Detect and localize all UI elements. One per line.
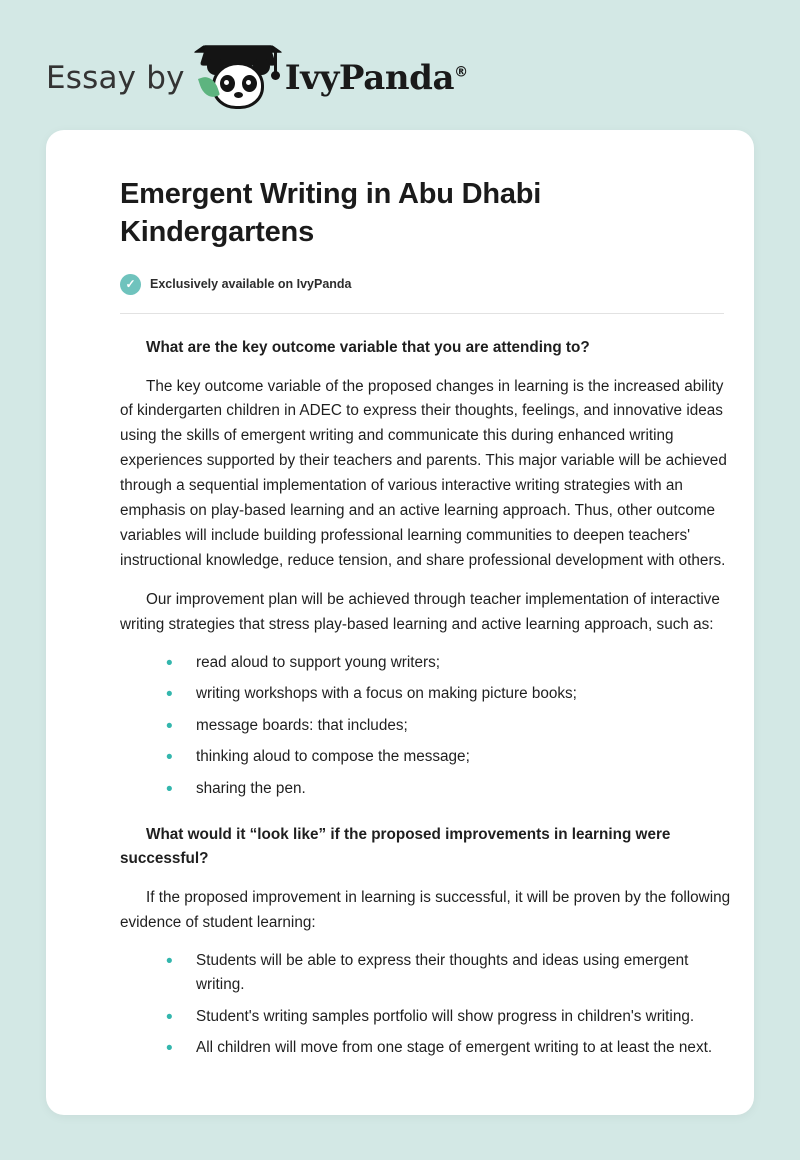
panda-graduate-logo-icon (195, 42, 281, 114)
essay-body (120, 336, 740, 1061)
list-item: • writing workshops with a focus on making picture books; (166, 682, 740, 706)
list-item: • read aloud to support young writers; (166, 651, 740, 675)
page-title: Emergent Writing in Abu Dhabi Kindergartens (120, 178, 542, 249)
status-badge-label: Exclusively available on IvyPanda (150, 277, 352, 292)
divider (120, 313, 724, 314)
site-brand-header (0, 0, 800, 120)
ivypanda-logo[interactable] (195, 42, 468, 114)
status-badge (120, 274, 719, 295)
essay-by-label: Essay by (46, 60, 185, 96)
list-item: • thinking aloud to compose the message; (166, 745, 740, 769)
list-item: • Student's writing samples portfolio will show progress in children's writing. (166, 1005, 740, 1029)
list-item: • Students will be able to express their thoughts and ideas using emergent writing. (166, 949, 740, 998)
registered-trademark-symbol: ® (454, 64, 468, 81)
check-circle-icon: ✓ (120, 274, 141, 295)
list-item: • All children will move from one stage of emergent writing to at least the next. (166, 1036, 740, 1060)
section-2-bullet-list (120, 949, 740, 1061)
section-1-bullet-list (120, 651, 740, 801)
essay-card (46, 130, 754, 1115)
list-item: • sharing the pen. (166, 777, 740, 801)
section-2-paragraph-1: If the proposed improvement in learning is successful, it will be proven by the following evidence of student learning: (120, 888, 731, 931)
section-heading-1: What are the key outcome variable that you are attending to? (146, 338, 590, 356)
list-item: • message boards: that includes; (166, 714, 740, 738)
brand-name: IvyPanda® (284, 58, 468, 98)
section-1-paragraph-1: The key outcome variable of the proposed changes in learning is the increased ability of kindergarten children in ADEC to express their thoughts, feelings, and innovative ideas using the skills of emergent writing and communicate this during enhanced writing experiences supported by their teachers and parents. This major variable will be achieved through a sequential implementation of various interactive writing strategies with an emphasis on play-based learning and an active learning approach. Thus, other outcome variables will include building professional learning communities to deepen teachers' instructional knowledge, reduce tension, and share professional development with others. (120, 377, 727, 569)
section-1-paragraph-2: Our improvement plan will be achieved through teacher implementation of interactive writing strategies that stress play-based learning and active learning approach, such as: (120, 590, 720, 633)
section-heading-2: What would it “look like” if the proposed improvements in learning were successful? (120, 826, 671, 867)
